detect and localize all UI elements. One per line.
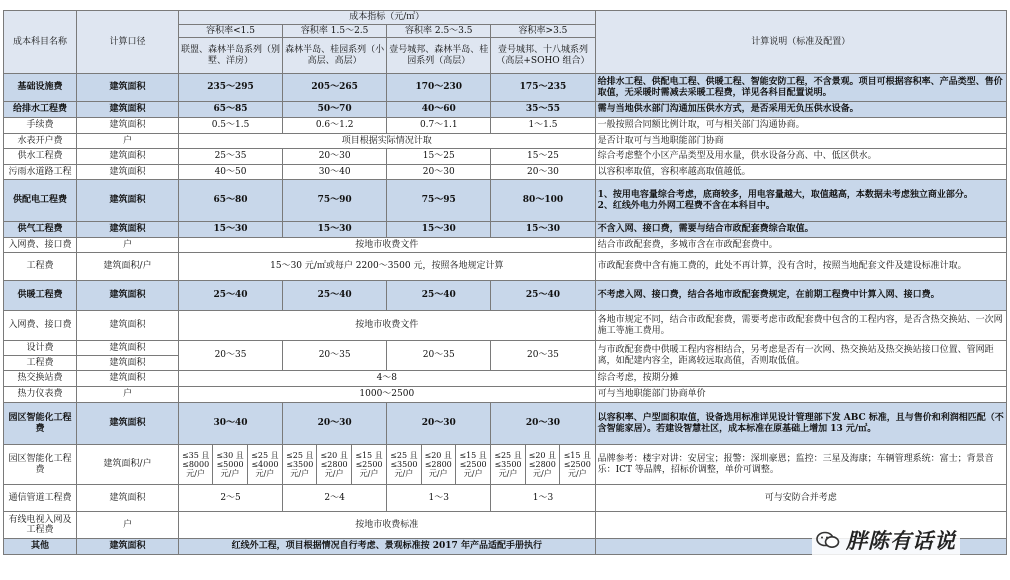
row-name: 手续费 <box>4 118 77 134</box>
value-cell: 20～30 <box>387 403 491 445</box>
value-cell: 20～35 <box>283 341 387 371</box>
row-name: 有线电视入网及工程费 <box>4 512 77 539</box>
row-calc: 建筑面积 <box>77 149 179 165</box>
row-note: 是否计取可与当地职能部门协商 <box>595 134 1006 149</box>
value-cell: 50～70 <box>283 102 387 118</box>
far-1: 容积率 1.5～2.5 <box>283 25 387 38</box>
row-power <box>4 180 1007 222</box>
row-note: 不考虑入网、接口费，结合各地市政配套费规定，在前期工程费中计算入网、接口费。 <box>595 281 1006 311</box>
value-cell: 2～4 <box>283 485 387 512</box>
value-cell: 25～40 <box>283 281 387 311</box>
value-cell: 4～8 <box>178 371 595 387</box>
row-heat <box>4 281 1007 311</box>
row-note: 与市政配套费中供暖工程内容相结合，另考虑是否有一次网、热交换站及热交换站接口位置、管网距离，如配建内容全，距离较远取高值，否则取低值。 <box>595 341 1006 371</box>
value-cell: ≤20 且≤2800 元/户 <box>317 445 351 485</box>
value-cell: 20～35 <box>491 341 595 371</box>
row-note: 可与当地职能部门协商单价 <box>595 387 1006 403</box>
row-name: 供配电工程费 <box>4 180 77 222</box>
value-cell: ≤35 且≤8000 元/户 <box>178 445 212 485</box>
value-cell: 75～95 <box>387 180 491 222</box>
row-note: 综合考虑，按期分摊 <box>595 371 1006 387</box>
value-cell: 15～30 元/㎡或每户 2200～3500 元，按照各地规定计算 <box>178 253 595 281</box>
value-cell: 20～35 <box>178 341 282 371</box>
value-cell: 205～265 <box>283 74 387 102</box>
value-cell: 1～1.5 <box>491 118 595 134</box>
header-row-1 <box>4 11 1007 25</box>
row-calc: 建筑面积 <box>77 74 179 102</box>
row-note: 以容积率、户型面积取值，设备选用标准详见设计管理部下发 ABC 标准，且与售价和利润相匹配（不含智能家居）。若建设智慧社区，成本标准在原基础上增加 13 元/㎡。 <box>595 403 1006 445</box>
row-note: 可与安防合并考虑 <box>595 485 1006 512</box>
row-calc: 户 <box>77 134 179 149</box>
value-cell: 20～30 <box>491 403 595 445</box>
value-cell: 35～55 <box>491 102 595 118</box>
row-water <box>4 102 1007 118</box>
row-gas <box>4 222 1007 238</box>
note-line: 2、红线外电力外网工程费不含在本科目中。 <box>597 200 775 211</box>
row-sewage <box>4 165 1007 180</box>
value-cell: ≤15 且≤2500 元/户 <box>560 445 596 485</box>
value-cell: 0.7～1.1 <box>387 118 491 134</box>
row-supply <box>4 149 1007 165</box>
row-note: 市政配套费中含有施工费的，此处不再计算，没有含时，按照当地配套文件及建设标准计取。 <box>595 253 1006 281</box>
row-name: 热力仪表费 <box>4 387 77 403</box>
value-cell: 15～25 <box>387 149 491 165</box>
product-0: 联盟、森林半岛系列（别墅、洋房） <box>178 38 282 74</box>
value-cell: 235～295 <box>178 74 282 102</box>
row-design <box>4 341 1007 356</box>
row-calc: 建筑面积 <box>77 281 179 311</box>
value-cell: ≤25 且≤3500 元/户 <box>387 445 421 485</box>
value-cell: 25～40 <box>491 281 595 311</box>
value-cell: 1～3 <box>491 485 595 512</box>
row-note: 一般按照合同额比例计取，可与相关部门沟通协商。 <box>595 118 1006 134</box>
row-smart2 <box>4 445 1007 485</box>
row-name: 供暖工程费 <box>4 281 77 311</box>
value-cell: 25～40 <box>178 281 282 311</box>
value-cell: 20～30 <box>283 403 387 445</box>
value-cell: 15～25 <box>491 149 595 165</box>
row-note: 综合考虑整个小区产品类型及用水量，供水设备分高、中、低区供水。 <box>595 149 1006 165</box>
value-cell: 项目根据实际情况计取 <box>178 134 595 149</box>
row-name: 污雨水道路工程 <box>4 165 77 180</box>
row-heat-in <box>4 311 1007 341</box>
row-hx <box>4 371 1007 387</box>
far-3: 容积率>3.5 <box>491 25 595 38</box>
row-name: 水表开户费 <box>4 134 77 149</box>
product-2: 壹号城邦、森林半岛、桂园系列（高层） <box>387 38 491 74</box>
value-cell: ≤15 且≤2500 元/户 <box>351 445 386 485</box>
value-cell: 175～235 <box>491 74 595 102</box>
value-cell: 25～40 <box>387 281 491 311</box>
row-name: 供气工程费 <box>4 222 77 238</box>
row-smart <box>4 403 1007 445</box>
value-cell: 75～90 <box>283 180 387 222</box>
row-calc: 建筑面积 <box>77 356 179 371</box>
value-cell: 1000～2500 <box>178 387 595 403</box>
row-name: 园区智能化工程费 <box>4 403 77 445</box>
value-cell: 1～3 <box>387 485 491 512</box>
value-cell: 红线外工程，项目根据情况自行考虑、景观标准按 2017 年产品适配手册执行 <box>178 539 595 555</box>
value-cell: 30～40 <box>283 165 387 180</box>
row-note: 需与当地供水部门沟通加压供水方式，是否采用无负压供水设备。 <box>595 102 1006 118</box>
value-cell: ≤25 且≤4000 元/户 <box>247 445 282 485</box>
product-1: 森林半岛、桂园系列（小高层、高层） <box>283 38 387 74</box>
row-name: 通信管道工程费 <box>4 485 77 512</box>
value-cell: 15～30 <box>387 222 491 238</box>
row-note: 不含入网、接口费，需要与结合市政配套费综合取值。 <box>595 222 1006 238</box>
header-indicator: 成本指标（元/㎡） <box>178 11 595 25</box>
row-name: 供水工程费 <box>4 149 77 165</box>
row-calc: 建筑面积 <box>77 180 179 222</box>
row-calc: 建筑面积 <box>77 341 179 356</box>
header-note: 计算说明（标准及配置） <box>595 11 1006 74</box>
row-name: 给排水工程费 <box>4 102 77 118</box>
value-cell: 20～30 <box>491 165 595 180</box>
value-cell: 80～100 <box>491 180 595 222</box>
cost-table <box>3 10 1007 555</box>
row-calc: 户 <box>77 512 179 539</box>
value-cell: 170～230 <box>387 74 491 102</box>
value-cell: ≤20 且≤2800 元/户 <box>525 445 559 485</box>
row-calc: 建筑面积/户 <box>77 253 179 281</box>
value-cell: 20～30 <box>387 165 491 180</box>
far-0: 容积率<1.5 <box>178 25 282 38</box>
row-calc: 建筑面积 <box>77 311 179 341</box>
row-calc: 建筑面积/户 <box>77 445 179 485</box>
watermark-text: 胖陈有话说 <box>846 529 956 553</box>
product-3: 壹号城邦、十八城系列（高层+SOHO 组合） <box>491 38 595 74</box>
header-subject: 成本科目名称 <box>4 11 77 74</box>
row-calc: 户 <box>77 387 179 403</box>
row-infra <box>4 74 1007 102</box>
far-2: 容积率 2.5～3.5 <box>387 25 491 38</box>
value-cell: 20～30 <box>283 149 387 165</box>
row-gas-in <box>4 238 1007 253</box>
row-note: 结合市政配套费，多城市含在市政配套费中。 <box>595 238 1006 253</box>
row-name: 设计费 <box>4 341 77 356</box>
value-cell: 按地市收费文件 <box>178 238 595 253</box>
row-calc: 建筑面积 <box>77 539 179 555</box>
value-cell: 25～35 <box>178 149 282 165</box>
value-cell: 0.5～1.5 <box>178 118 282 134</box>
row-calc: 建筑面积 <box>77 165 179 180</box>
row-name: 其他 <box>4 539 77 555</box>
value-cell: ≤25 且≤3500 元/户 <box>491 445 525 485</box>
value-cell: 15～30 <box>178 222 282 238</box>
row-meter <box>4 134 1007 149</box>
row-calc: 建筑面积 <box>77 102 179 118</box>
value-cell: 65～85 <box>178 102 282 118</box>
wechat-icon <box>816 531 840 549</box>
header-calc: 计算口径 <box>77 11 179 74</box>
row-name: 入网费、接口费 <box>4 238 77 253</box>
value-cell: 按地市收费文件 <box>178 311 595 341</box>
row-calc: 户 <box>77 238 179 253</box>
row-note: 各地市规定不同，结合市政配套费，需要考虑市政配套费中包含的工程内容，是否含热交换站、一次网施工等施工费用。 <box>595 311 1006 341</box>
row-calc: 建筑面积 <box>77 485 179 512</box>
row-name: 工程费 <box>4 253 77 281</box>
row-calc: 建筑面积 <box>77 403 179 445</box>
value-cell: 按地市收费标准 <box>178 512 595 539</box>
value-cell: 2～5 <box>178 485 282 512</box>
value-cell: ≤20 且≤2800 元/户 <box>421 445 455 485</box>
value-cell: 15～30 <box>491 222 595 238</box>
value-cell: 30～40 <box>178 403 282 445</box>
row-name: 工程费 <box>4 356 77 371</box>
row-calc: 建筑面积 <box>77 118 179 134</box>
value-cell: 65～80 <box>178 180 282 222</box>
row-name: 入网费、接口费 <box>4 311 77 341</box>
value-cell: ≤25 且≤3500 元/户 <box>283 445 317 485</box>
row-comm <box>4 485 1007 512</box>
row-calc: 建筑面积 <box>77 222 179 238</box>
row-note: 品牌参考：楼宇对讲：安居宝；报警：深圳豪恩；监控：三星及海康；车辆管理系统：富士；背景音乐：ICT 等品牌，招标价调整，单价可调整。 <box>595 445 1006 485</box>
note-line: 1、按用电容量综合考虑，底商较多，用电容量越大，取值越高，本数据未考虑独立商业部分。 <box>597 190 973 200</box>
value-cell: ≤15 且≤2500 元/户 <box>455 445 490 485</box>
value-cell: 40～60 <box>387 102 491 118</box>
watermark-logo <box>812 523 960 557</box>
value-cell: ≤30 且≤5000 元/户 <box>213 445 247 485</box>
row-calc: 建筑面积 <box>77 371 179 387</box>
row-gas-eng <box>4 253 1007 281</box>
row-note <box>595 180 1006 222</box>
row-name: 基础设施费 <box>4 74 77 102</box>
row-fee <box>4 118 1007 134</box>
row-note: 给排水工程、供配电工程、供暖工程、智能安防工程，不含景观。项目可根据容积率、产品类型、售价取值，无采暖时需减去采暖工程费，详见各科目配置说明。 <box>595 74 1006 102</box>
row-name: 园区智能化工程费 <box>4 445 77 485</box>
value-cell: 40～50 <box>178 165 282 180</box>
value-cell: 20～35 <box>387 341 491 371</box>
row-name: 热交换站费 <box>4 371 77 387</box>
row-note: 以容积率取值，容积率越高取值越低。 <box>595 165 1006 180</box>
value-cell: 15～30 <box>283 222 387 238</box>
value-cell: 0.6～1.2 <box>283 118 387 134</box>
row-hmeter <box>4 387 1007 403</box>
